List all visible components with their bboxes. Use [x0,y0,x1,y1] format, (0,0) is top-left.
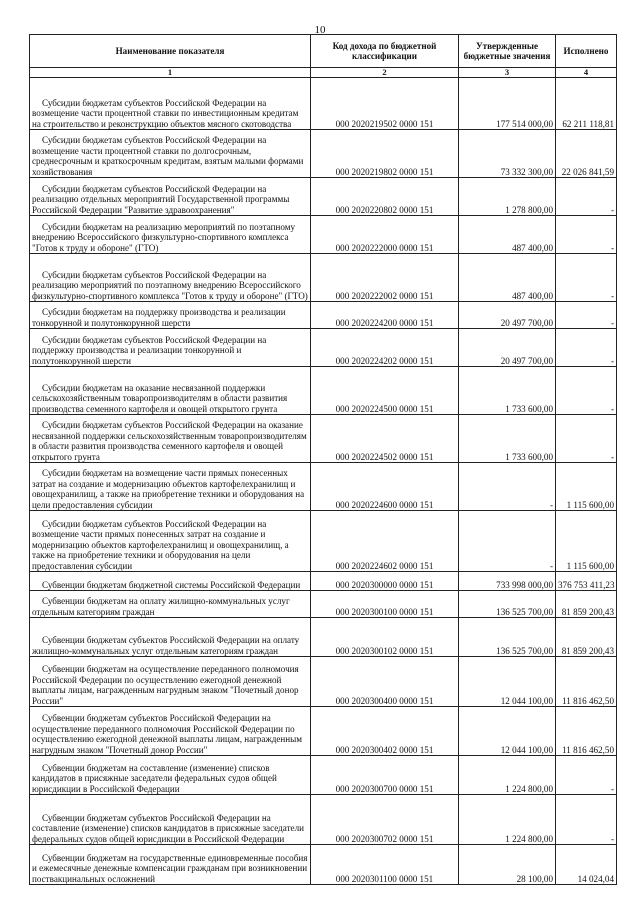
row-approved: - [459,511,556,572]
row-approved: 12 044 100,00 [459,657,556,707]
row-code: 000 2020300402 0000 151 [311,707,459,756]
row-executed: 81 859 200,43 [556,618,617,657]
header-approved: Утвержденные бюджетные значения [459,35,556,68]
row-code: 000 2020300400 0000 151 [311,657,459,707]
row-name: Субсидии бюджетам на возмещение части прямых понесенных затрат на создание и модернизацию объектов картофелехранилищ и овощехранилищ, а также на приобретение техники и оборудования на цели предоставления субсидии [30,463,311,511]
row-executed: 14 024,04 [556,845,617,885]
row-executed: - [556,367,617,415]
table-row [30,572,617,591]
row-code: 000 2020300102 0000 151 [311,618,459,657]
row-executed: 1 115 600,00 [556,463,617,511]
budget-execution-table [29,34,617,885]
row-executed: 22 026 841,59 [556,130,617,178]
row-executed: - [556,795,617,845]
table-row [30,707,617,756]
row-code: 000 2020300000 0000 151 [311,572,459,591]
row-executed: - [556,415,617,463]
row-approved: 1 224 800,00 [459,795,556,845]
table-header-row [30,35,617,68]
row-executed: 1 115 600,00 [556,511,617,572]
table-row [30,511,617,572]
row-executed: 376 753 411,23 [556,572,617,591]
row-code: 000 2020220802 0000 151 [311,178,459,216]
row-name: Субвенции бюджетам на государственные единовременные пособия и ежемесячные денежные компенсации гражданам при возникновении поствакцинальных осложнений [30,845,311,885]
row-executed: 62 211 118,81 [556,78,617,130]
row-executed: - [556,178,617,216]
row-code: 000 2020224202 0000 151 [311,329,459,367]
table-row [30,254,617,302]
header-code: Код дохода по бюджетной классификации [311,35,459,68]
row-code: 000 2020222000 0000 151 [311,216,459,254]
row-name: Субсидии бюджетам субъектов Российской Федерации на возмещение части процентной ставки по долгосрочным, среднесрочным и краткосрочным кредитам, взятым малыми формами хозяйствования [30,130,311,178]
column-number: 4 [556,68,617,78]
row-name: Субвенции бюджетам субъектов Российской Федерации на осуществление переданного полномочия Российской Федерации по осуществлению ежегодной денежной выплаты лицам, награжденным нагрудным знаком "Почетный донор России" [30,707,311,756]
row-name: Субвенции бюджетам на осуществление переданного полномочия Российской Федерации по осуществлению ежегодной денежной выплаты лицам, награжденным нагрудным знаком "Почетный донор России" [30,657,311,707]
row-name: Субсидии бюджетам на поддержку производства и реализации тонкорунной и полутонкорунной шерсти [30,302,311,329]
row-code: 000 2020224200 0000 151 [311,302,459,329]
header-name: Наименование показателя [30,35,311,68]
column-number: 2 [311,68,459,78]
row-approved: 12 044 100,00 [459,707,556,756]
table-row [30,845,617,885]
row-approved: 28 100,00 [459,845,556,885]
row-approved: 73 332 300,00 [459,130,556,178]
row-code: 000 2020219502 0000 151 [311,78,459,130]
table-row [30,329,617,367]
row-name: Субсидии бюджетам субъектов Российской Федерации на возмещение части прямых понесенных затрат на создание и модернизацию объектов картофелехранилищ и овощехранилищ, а также на приобретение техники и оборудования на цели предоставления субсидии [30,511,311,572]
row-executed: 11 816 462,50 [556,707,617,756]
row-name: Субвенции бюджетам на составление (изменение) списков кандидатов в присяжные заседатели федеральных судов общей юрисдикции в Российской Федерации [30,756,311,795]
row-approved: 487 400,00 [459,254,556,302]
row-approved: 1 733 600,00 [459,367,556,415]
row-name: Субсидии бюджетам субъектов Российской Федерации на реализацию отдельных мероприятий Государственной программы Российской Федерации "Развитие здравоохранения" [30,178,311,216]
row-approved: 136 525 700,00 [459,618,556,657]
row-code: 000 2020300700 0000 151 [311,756,459,795]
column-number: 3 [459,68,556,78]
row-executed: - [556,756,617,795]
row-name: Субсидии бюджетам субъектов Российской Федерации на оказание несвязанной поддержки сельскохозяйственным товаропроизводителям в области развития производства семенного картофеля и овощей открытого грунта [30,415,311,463]
table-row [30,591,617,618]
row-name: Субсидии бюджетам субъектов Российской Федерации на поддержку производства и реализации тонкорунной и полутонкорунной шерсти [30,329,311,367]
row-name: Субвенции бюджетам на оплату жилищно-коммунальных услуг отдельным категориям граждан [30,591,311,618]
table-row [30,618,617,657]
row-code: 000 2020222002 0000 151 [311,254,459,302]
row-approved: 177 514 000,00 [459,78,556,130]
table-row [30,657,617,707]
row-approved: 20 497 700,00 [459,302,556,329]
row-name: Субвенции бюджетам бюджетной системы Российской Федерации [30,572,311,591]
row-approved: 1 224 800,00 [459,756,556,795]
row-approved: 20 497 700,00 [459,329,556,367]
row-code: 000 2020300702 0000 151 [311,795,459,845]
column-number: 1 [30,68,311,78]
row-executed: - [556,302,617,329]
row-executed: - [556,216,617,254]
row-name: Субвенции бюджетам субъектов Российской Федерации на оплату жилищно-коммунальных услуг отдельным категориям граждан [30,618,311,657]
row-executed: 11 816 462,50 [556,657,617,707]
table-row [30,463,617,511]
row-name: Субсидии бюджетам на оказание несвязанной поддержки сельскохозяйственным товаропроизводителям в области развития производства семенного картофеля и овощей открытого грунта [30,367,311,415]
table-row [30,756,617,795]
row-code: 000 2020300100 0000 151 [311,591,459,618]
row-name: Субсидии бюджетам на реализацию мероприятий по поэтапному внедрению Всероссийского физкультурно-спортивного комплекса "Готов к труду и обороне" (ГТО) [30,216,311,254]
table-row [30,367,617,415]
row-executed: - [556,329,617,367]
row-approved: 1 733 600,00 [459,415,556,463]
row-approved: 136 525 700,00 [459,591,556,618]
row-name: Субсидии бюджетам субъектов Российской Федерации на возмещение части процентной ставки по инвестиционным кредитам на строительство и реконструкцию объектов мясного скотоводства [30,78,311,130]
row-code: 000 2020224600 0000 151 [311,463,459,511]
table-row [30,415,617,463]
table-row [30,130,617,178]
row-code: 000 2020224502 0000 151 [311,415,459,463]
table-row [30,795,617,845]
row-code: 000 2020224500 0000 151 [311,367,459,415]
row-executed: 81 859 200,43 [556,591,617,618]
header-executed: Исполнено [556,35,617,68]
table-row [30,178,617,216]
table-row [30,216,617,254]
column-number-row [30,68,617,78]
row-code: 000 2020224602 0000 151 [311,511,459,572]
table-row [30,78,617,130]
row-approved: 487 400,00 [459,216,556,254]
row-name: Субсидии бюджетам субъектов Российской Федерации на реализацию мероприятий по поэтапному внедрению Всероссийского физкультурно-спортивного комплекса "Готов к труду и обороне" (ГТО) [30,254,311,302]
row-name: Субвенции бюджетам субъектов Российской Федерации на составление (изменение) списков кандидатов в присяжные заседатели федеральных судов общей юрисдикции в Российской Федерации [30,795,311,845]
row-executed: - [556,254,617,302]
table-row [30,302,617,329]
row-approved: - [459,463,556,511]
page-number: 10 [314,24,326,36]
row-code: 000 2020219802 0000 151 [311,130,459,178]
row-code: 000 2020301100 0000 151 [311,845,459,885]
row-approved: 1 278 800,00 [459,178,556,216]
row-approved: 733 998 000,00 [459,572,556,591]
table-body [30,78,617,885]
